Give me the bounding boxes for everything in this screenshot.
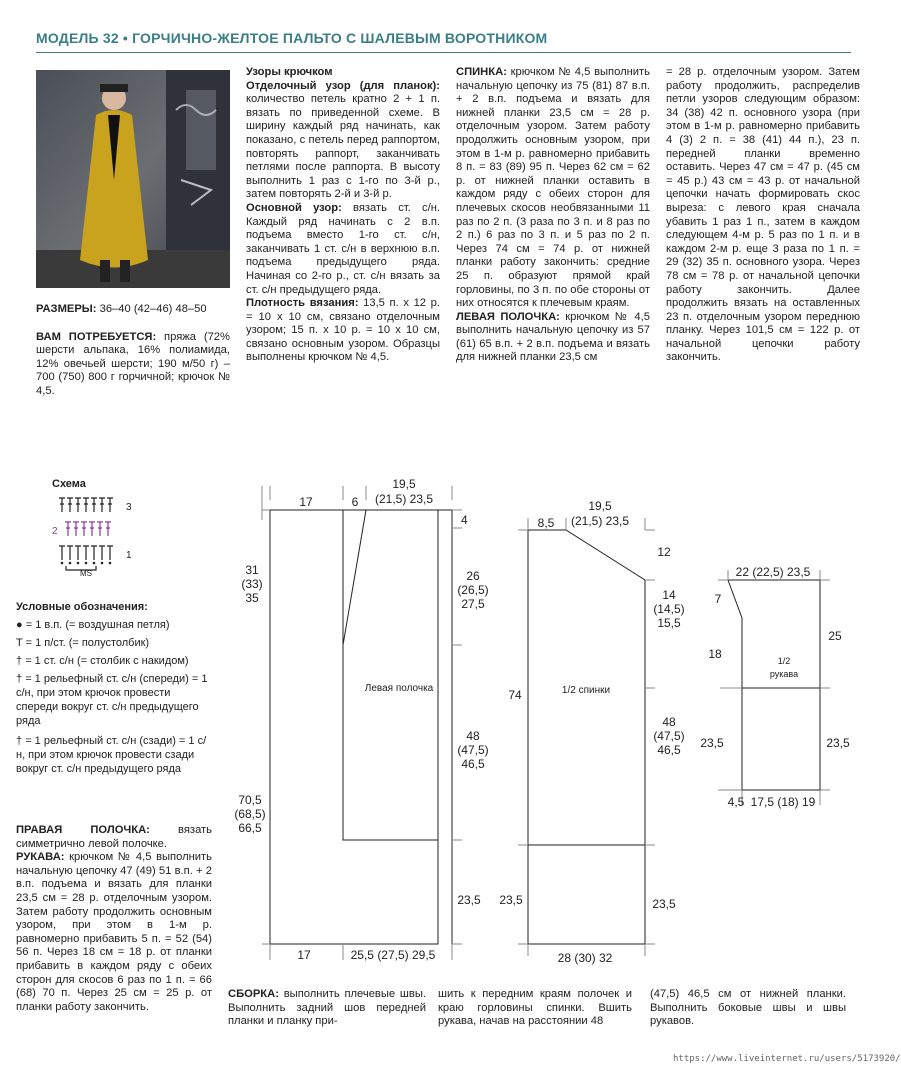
main-pattern-label: Основной узор: bbox=[246, 201, 342, 214]
sleeve-right-2: 23,5 bbox=[826, 736, 850, 750]
legend-item-back-post: = 1 рельефный ст. с/н (сзади) = 1 с/н, при этом крючок провести сзади вокруг ст. с/н предыдущего ряда bbox=[16, 735, 207, 775]
back-label: СПИНКА: bbox=[456, 66, 507, 78]
sleeves-label: РУКАВА: bbox=[16, 851, 65, 864]
sleeve-bottom-1: 4,5 bbox=[727, 795, 745, 809]
density-label: Плотность вязания: bbox=[246, 297, 359, 310]
lf-left-top-2: (33) bbox=[241, 577, 263, 591]
model-photo bbox=[36, 70, 230, 288]
sleeves-text: крючком № 4,5 выполнить начальную цепочку 47 (49) 51 в.п. + 2 в.п. подъема и вязать для планки 23,5 см = 28 р. отделочным узором. Затем работу продолжить основным узором, при этом в 1-м р. равномерно прибавить 5 п. = 52 (54) 56 п. Через 18 см = 18 р. от планки прибавить в каждом ряду с обеих сторон для скосов 6 раз по 1 п. = 66 (68) 70 п. Через 25 см = 25 р. от планки работу закончить. bbox=[16, 851, 212, 1013]
schema-symbols bbox=[52, 478, 152, 578]
sleeve-outline bbox=[728, 580, 820, 790]
sleeve-bottom-2: 17,5 (18) 19 bbox=[750, 795, 816, 809]
back-top-right-2: (21,5) 23,5 bbox=[570, 514, 630, 528]
crochet-schema bbox=[52, 478, 152, 578]
finish-pattern-text: количество петель кратно 2 + 1 п. вязать по приведенной схеме. В ширину каждый ряд начинать, как показано, с петель перед раппортом, повторять раппорт, заканчивать петлями после раппорта. В высоту выполнить 1 раз с 1-го по 3-й р., затем повторять 2-й и 3-й р. bbox=[246, 93, 440, 201]
assembly-col-2 bbox=[438, 988, 632, 1029]
assembly-col-1 bbox=[228, 988, 426, 1029]
patterns-heading: Узоры крючком bbox=[246, 66, 333, 78]
sizes-label: РАЗМЕРЫ: bbox=[36, 303, 97, 315]
left-front-outline bbox=[270, 510, 438, 944]
needs-text: пряжа (72% шерсти альпака, 16% полиамида, 12% овечьей шерсти; 190 м/50 г) – 700 (750) 800 г горчичной; крючок № 4,5. bbox=[36, 330, 230, 397]
back-right-3a: 48 bbox=[662, 715, 676, 729]
lf-top-right-2: (21,5) 23,5 bbox=[374, 492, 434, 506]
right-front-sleeves bbox=[16, 824, 212, 1014]
sleeve-name-1: 1/2 bbox=[777, 656, 791, 666]
legend-item-front-post: = 1 рельефный ст. с/н (спереди) = 1 с/н, при этом крючок провести спереди вокруг ст. с/н предыдущего ряда bbox=[16, 673, 208, 727]
left-front-label: ЛЕВАЯ ПОЛОЧКА: bbox=[456, 310, 560, 323]
assembly-text-2: шить к передним краям полочек и краю горловины спинки. Вшить рукава, начав на расстоянии 48 bbox=[438, 988, 632, 1028]
back-right-4: 23,5 bbox=[652, 897, 676, 911]
back-top-right-1: 19,5 bbox=[588, 499, 612, 513]
schema-row-2: 2 bbox=[52, 526, 58, 537]
lf-right-low-3: 46,5 bbox=[461, 757, 485, 771]
lf-left-top-3: 35 bbox=[245, 591, 259, 605]
continuation-text: = 28 р. отделочным узором. Затем работу продолжить, распределив петли узоров следующим образом: 34 (38) 42 п. основного узора (при этом в 1-м р. равномерно прибавить 4 (3) 2 п. = 38 (41) 44 п.), 23 п. передней планки временно оставить. Через 47 см = 47 р. (45 см = 45 р.) 43 см = 43 р. от начальной цепочки начать формировать скос выреза: с левого края сначала убавить 1 раз 1 п., затем в каждом следующем 4-м р. 5 раз по 1 п. и в каждом 2-м р. еще 3 раза по 1 п. = 29 (32) 35 п. основного узора. Через 78 см = 78 р. от начальной цепочки работу закончить. Далее продолжить вязать на оставленных 23 п. отделочным узором переднюю планку. Через 101,5 см = 122 р. от начальной цепочки работу закончить. bbox=[666, 66, 860, 364]
lf-right-low-2: (47,5) bbox=[457, 743, 489, 757]
back-left-1: 74 bbox=[508, 688, 522, 702]
source-watermark: https://www.liveinternet.ru/users/5173920/ bbox=[673, 1054, 901, 1064]
assembly-text-3: (47,5) 46,5 см от нижней планки. Выполнить боковые швы и швы рукавов. bbox=[650, 988, 846, 1028]
schema-title: Схема bbox=[52, 478, 86, 490]
legend-item-double: = 1 ст. с/н (= столбик с накидом) bbox=[25, 655, 189, 667]
title-divider bbox=[36, 52, 851, 53]
lf-right-mid-3: 27,5 bbox=[461, 597, 485, 611]
back-text: крючком № 4,5 выполнить начальную цепочку из 75 (81) 87 в.п. + 2 в.п. подъема и вязать для нижней планки 23,5 см = 28 р. отделочным узором. Затем работу продолжить основным узором, при этом в 1-м р. равномерно прибавить 8 п. = 83 (89) 95 п. Через 62 см = 62 р. от нижней планки оставить в каждом ряду с обеих сторон для плечевых скосов необвязанными 11 раз по 2 п. (3 раза по 3 п. и 8 раз по 2 п.) 6 раз по 3 п. и 5 раз по 2 п. Через 74 см = 74 р. от нижней планки работу закончить: средние 25 п. образуют прямой край горловины, по 3 п. по обе стороны от них относятся к плечевым краям. bbox=[456, 66, 650, 310]
lf-bottom-right: 25,5 (27,5) 29,5 bbox=[350, 948, 436, 962]
sizes-value: 36–40 (42–46) 48–50 bbox=[96, 303, 207, 315]
legend bbox=[16, 600, 212, 776]
chain-stitch-icon: ● bbox=[16, 619, 23, 631]
back-right-2b: (14,5) bbox=[653, 602, 685, 616]
lf-bottom-left: 17 bbox=[297, 948, 311, 962]
right-front-text: вязать симметрично левой полочке. bbox=[16, 824, 212, 850]
back-name: 1/2 спинки bbox=[561, 685, 611, 696]
lf-top-mid: 6 bbox=[351, 495, 359, 509]
page-title: МОДЕЛЬ 32 • ГОРЧИЧНО-ЖЕЛТОЕ ПАЛЬТО С ШАЛЕВЫМ ВОРОТНИКОМ bbox=[36, 30, 548, 46]
schema-row-3: 3 bbox=[126, 502, 132, 513]
needs-label: ВАМ ПОТРЕБУЕТСЯ: bbox=[36, 330, 157, 343]
lf-right-mid-2: (26,5) bbox=[457, 583, 489, 597]
right-front-label: ПРАВАЯ ПОЛОЧКА: bbox=[16, 824, 150, 836]
finish-pattern-label: Отделочный узор (для планок): bbox=[246, 79, 440, 92]
lf-top-left: 17 bbox=[299, 495, 313, 509]
legend-title: Условные обозначения: bbox=[16, 601, 148, 613]
patterns-column bbox=[246, 66, 440, 365]
sleeve-left-3: 23,5 bbox=[700, 736, 724, 750]
back-left-2: 23,5 bbox=[499, 893, 523, 907]
back-bottom: 28 (30) 32 bbox=[557, 951, 613, 965]
lf-right-low-1: 48 bbox=[466, 729, 480, 743]
schema-ms-label: MS bbox=[80, 569, 92, 578]
lf-right-top: 4 bbox=[461, 513, 468, 527]
sleeve-name-2: рукава bbox=[769, 669, 799, 679]
front-post-icon: † bbox=[16, 673, 23, 685]
continuation-column bbox=[666, 66, 860, 365]
back-right-3c: 46,5 bbox=[657, 743, 681, 757]
lf-right-mid-1: 26 bbox=[466, 569, 480, 583]
back-right-3b: (47,5) bbox=[653, 729, 685, 743]
legend-item-half: = 1 п/ст. (= полустолбик) bbox=[25, 637, 150, 649]
density-text: 13,5 п. х 12 р. = 10 х 10 см, связано отделочным узором; 15 п. х 10 р. = 10 х 10 см, связано основным узором. Образцы выполнены крючком № 4,5. bbox=[246, 297, 440, 364]
half-double-icon: T bbox=[16, 637, 23, 649]
lf-left-bot-1: 70,5 bbox=[238, 793, 262, 807]
sleeve-top: 22 (22,5) 23,5 bbox=[735, 565, 811, 579]
sleeve-left-1: 7 bbox=[714, 592, 722, 606]
assembly-text-1: выполнить плечевые швы. Выполнить задний шов передней планки и планку при- bbox=[228, 988, 426, 1028]
lf-right-bottom: 23,5 bbox=[457, 893, 481, 907]
sizes-block bbox=[36, 303, 230, 399]
legend-item-chain: = 1 в.п. (= воздушная петля) bbox=[25, 619, 170, 631]
main-pattern-text: вязать ст. с/н. Каждый ряд начинать с 2 в.п. подъема вместо 1-го ст. с/н, заканчивать 1 ст. с/н в верхнюю в.п. подъема предыдущего ряда. Начиная со 2-го р., ст. с/н вязать за ст. с/н предыдущего ряда. bbox=[246, 201, 440, 296]
lf-top-right-1: 19,5 bbox=[392, 477, 416, 491]
back-post-icon: † bbox=[16, 735, 23, 747]
lf-left-bot-3: 66,5 bbox=[238, 821, 262, 835]
lf-left-bot-2: (68,5) bbox=[234, 807, 266, 821]
double-crochet-icon: † bbox=[16, 655, 23, 667]
lf-left-top-1: 31 bbox=[245, 563, 259, 577]
left-front-text: крючком № 4,5 выполнить начальную цепочку из 57 (61) 65 в.п. + 2 в.п. подъема и вязать для нижней планки 23,5 см bbox=[456, 310, 650, 364]
back-column bbox=[456, 66, 650, 365]
back-right-2a: 14 bbox=[662, 588, 676, 602]
back-right-2c: 15,5 bbox=[657, 616, 681, 630]
back-top-left: 8,5 bbox=[537, 516, 555, 530]
lf-name: Левая полочка bbox=[364, 683, 434, 694]
assembly-col-3 bbox=[650, 988, 846, 1029]
back-outline bbox=[528, 530, 645, 944]
sleeve-right-1: 25 bbox=[828, 629, 842, 643]
schema-row-1: 1 bbox=[126, 550, 132, 561]
back-right-1: 12 bbox=[657, 545, 671, 559]
sleeve-left-2: 18 bbox=[708, 647, 722, 661]
assembly-label: СБОРКА: bbox=[228, 988, 279, 1000]
